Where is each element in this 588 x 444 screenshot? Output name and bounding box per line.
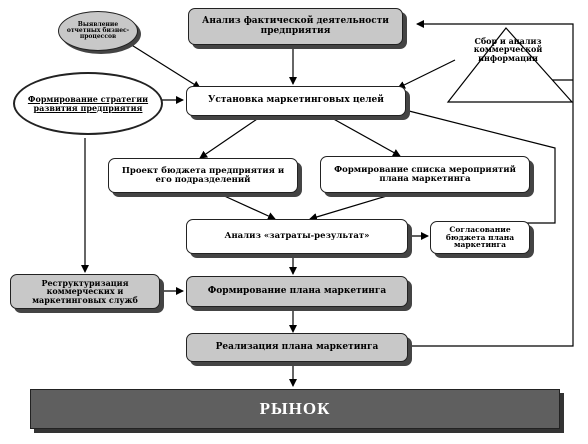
node-cost-result xyxy=(186,219,408,254)
node-restructuring-label: Реструктуризация коммерческих и маркетинговых служб xyxy=(32,277,138,305)
node-budget-approval-label: Согласование бюджета плана маркетинга xyxy=(445,224,515,250)
node-plan-realization xyxy=(186,333,408,362)
node-budget-project-label: Проект бюджета предприятия и его подразделений xyxy=(121,165,285,185)
node-analysis-actual-label: Анализ фактической деятельности предприятия xyxy=(202,16,389,36)
node-reporting-label: Выявление отчетных бизнес-процессов xyxy=(66,20,130,41)
node-cost-result-label: Анализ «затраты-результат» xyxy=(224,231,370,242)
node-plan-formation xyxy=(186,276,408,307)
node-marketing-goals-label: Установка маркетинговых целей xyxy=(208,95,384,106)
node-marketing-activities xyxy=(320,156,530,193)
node-plan-formation-label: Формирование плана маркетинга xyxy=(207,285,387,296)
node-budget-approval xyxy=(430,221,530,254)
node-market-label: РЫНОК xyxy=(259,399,331,418)
node-analysis-actual xyxy=(188,8,403,45)
node-reporting xyxy=(58,11,138,51)
node-marketing-activities-label: Формирование списка мероприятий плана маркетинга xyxy=(334,164,516,184)
node-plan-realization-label: Реализация плана маркетинга xyxy=(215,341,379,352)
node-budget-project xyxy=(108,158,298,193)
node-restructuring xyxy=(10,274,160,309)
node-strategy xyxy=(13,72,163,135)
node-market xyxy=(30,389,560,429)
node-strategy-label: Формирование стратегии развития предприятия xyxy=(27,94,149,113)
node-marketing-goals xyxy=(186,86,406,116)
node-data-collection xyxy=(450,37,566,62)
node-data-collection-label: Сбор и анализ коммерческой информации xyxy=(473,36,543,63)
